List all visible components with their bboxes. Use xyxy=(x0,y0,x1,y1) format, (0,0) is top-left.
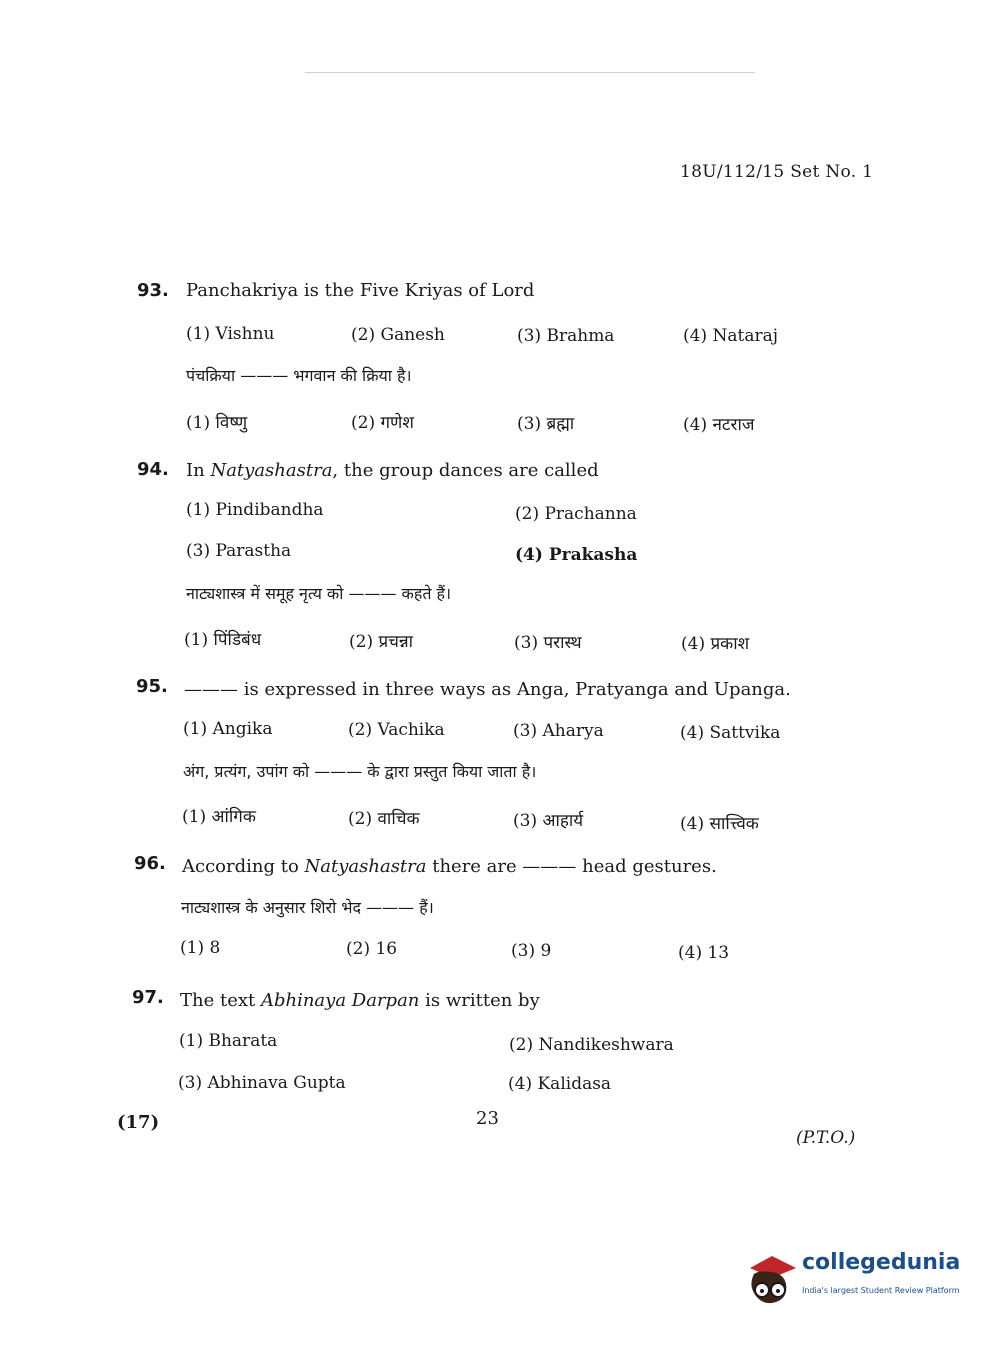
option: (2) Ganesh xyxy=(351,325,445,345)
option-hindi: (2) प्रचन्ना xyxy=(349,632,414,652)
question-text: The text Abhinaya Darpan is written by xyxy=(180,990,540,1011)
option: (4) 13 xyxy=(678,943,730,963)
option: (3) Aharya xyxy=(513,721,604,741)
option-hindi: (3) परास्थ xyxy=(514,633,582,653)
question-number: 95. xyxy=(136,676,168,697)
option: (4) Sattvika xyxy=(680,723,781,743)
question-text: In Natyashastra, the group dances are called xyxy=(186,460,599,481)
page-number: 23 xyxy=(476,1108,499,1129)
question-text-hindi: अंग, प्रत्यंग, उपांग को ——— के द्वारा प्रस्तुत किया जाता है। xyxy=(183,762,537,781)
question-number: 94. xyxy=(137,459,169,480)
option: (3) Brahma xyxy=(517,326,615,346)
option: (2) Vachika xyxy=(348,720,445,740)
option-hindi: (4) नटराज xyxy=(683,415,755,435)
option: (3) Parastha xyxy=(186,541,292,561)
option: (3) Abhinava Gupta xyxy=(178,1073,346,1093)
option-hindi: (1) पिंडिबंध xyxy=(184,630,262,650)
question-text-hindi: नाट्यशास्त्र में समूह नृत्य को ——— कहते हैं। xyxy=(186,584,452,603)
option: (4) Kalidasa xyxy=(508,1074,612,1094)
option-hindi: (2) गणेश xyxy=(351,413,414,433)
option: (1) Bharata xyxy=(179,1031,278,1051)
question-text-hindi: पंचक्रिया ——— भगवान की क्रिया है। xyxy=(186,366,412,385)
mascot-icon xyxy=(742,1250,800,1310)
question-number: 93. xyxy=(137,280,169,301)
option: (4) Prakasha xyxy=(515,545,638,565)
option-hindi: (3) ब्रह्मा xyxy=(517,414,575,434)
top-rule xyxy=(305,72,755,73)
option-hindi: (2) वाचिक xyxy=(348,809,420,829)
option: (2) Nandikeshwara xyxy=(509,1035,674,1055)
option-hindi: (1) आंगिक xyxy=(182,807,256,827)
option: (2) 16 xyxy=(346,939,398,959)
pto-note: (P.T.O.) xyxy=(796,1128,856,1148)
booklet-code: (17) xyxy=(117,1112,160,1133)
option: (1) 8 xyxy=(180,938,221,958)
option: (2) Prachanna xyxy=(515,504,637,524)
question-text-hindi: नाट्यशास्त्र के अनुसार शिरो भेद ——— हैं। xyxy=(181,898,434,917)
option-hindi: (3) आहार्य xyxy=(513,811,584,831)
question-text: According to Natyashastra there are ——— head gestures. xyxy=(182,856,717,877)
question-number: 96. xyxy=(134,853,166,874)
question-number: 97. xyxy=(132,987,164,1008)
option: (1) Pindibandha xyxy=(186,500,324,520)
option-hindi: (1) विष्णु xyxy=(186,413,248,433)
option-hindi: (4) सात्त्विक xyxy=(680,814,759,834)
collegedunia-logo xyxy=(742,1250,972,1310)
option: (4) Nataraj xyxy=(683,326,778,346)
option-hindi: (4) प्रकाश xyxy=(681,634,750,654)
question-text: ——— is expressed in three ways as Anga, Pratyanga and Upanga. xyxy=(184,679,791,700)
brand-tagline: India's largest Student Review Platform xyxy=(802,1286,960,1295)
brand-name: collegedunia xyxy=(802,1250,961,1275)
option: (1) Angika xyxy=(183,719,273,739)
option: (3) 9 xyxy=(511,941,552,961)
set-number: 18U/112/15 Set No. 1 xyxy=(680,162,874,182)
question-text: Panchakriya is the Five Kriyas of Lord xyxy=(186,280,535,301)
option: (1) Vishnu xyxy=(186,324,275,344)
